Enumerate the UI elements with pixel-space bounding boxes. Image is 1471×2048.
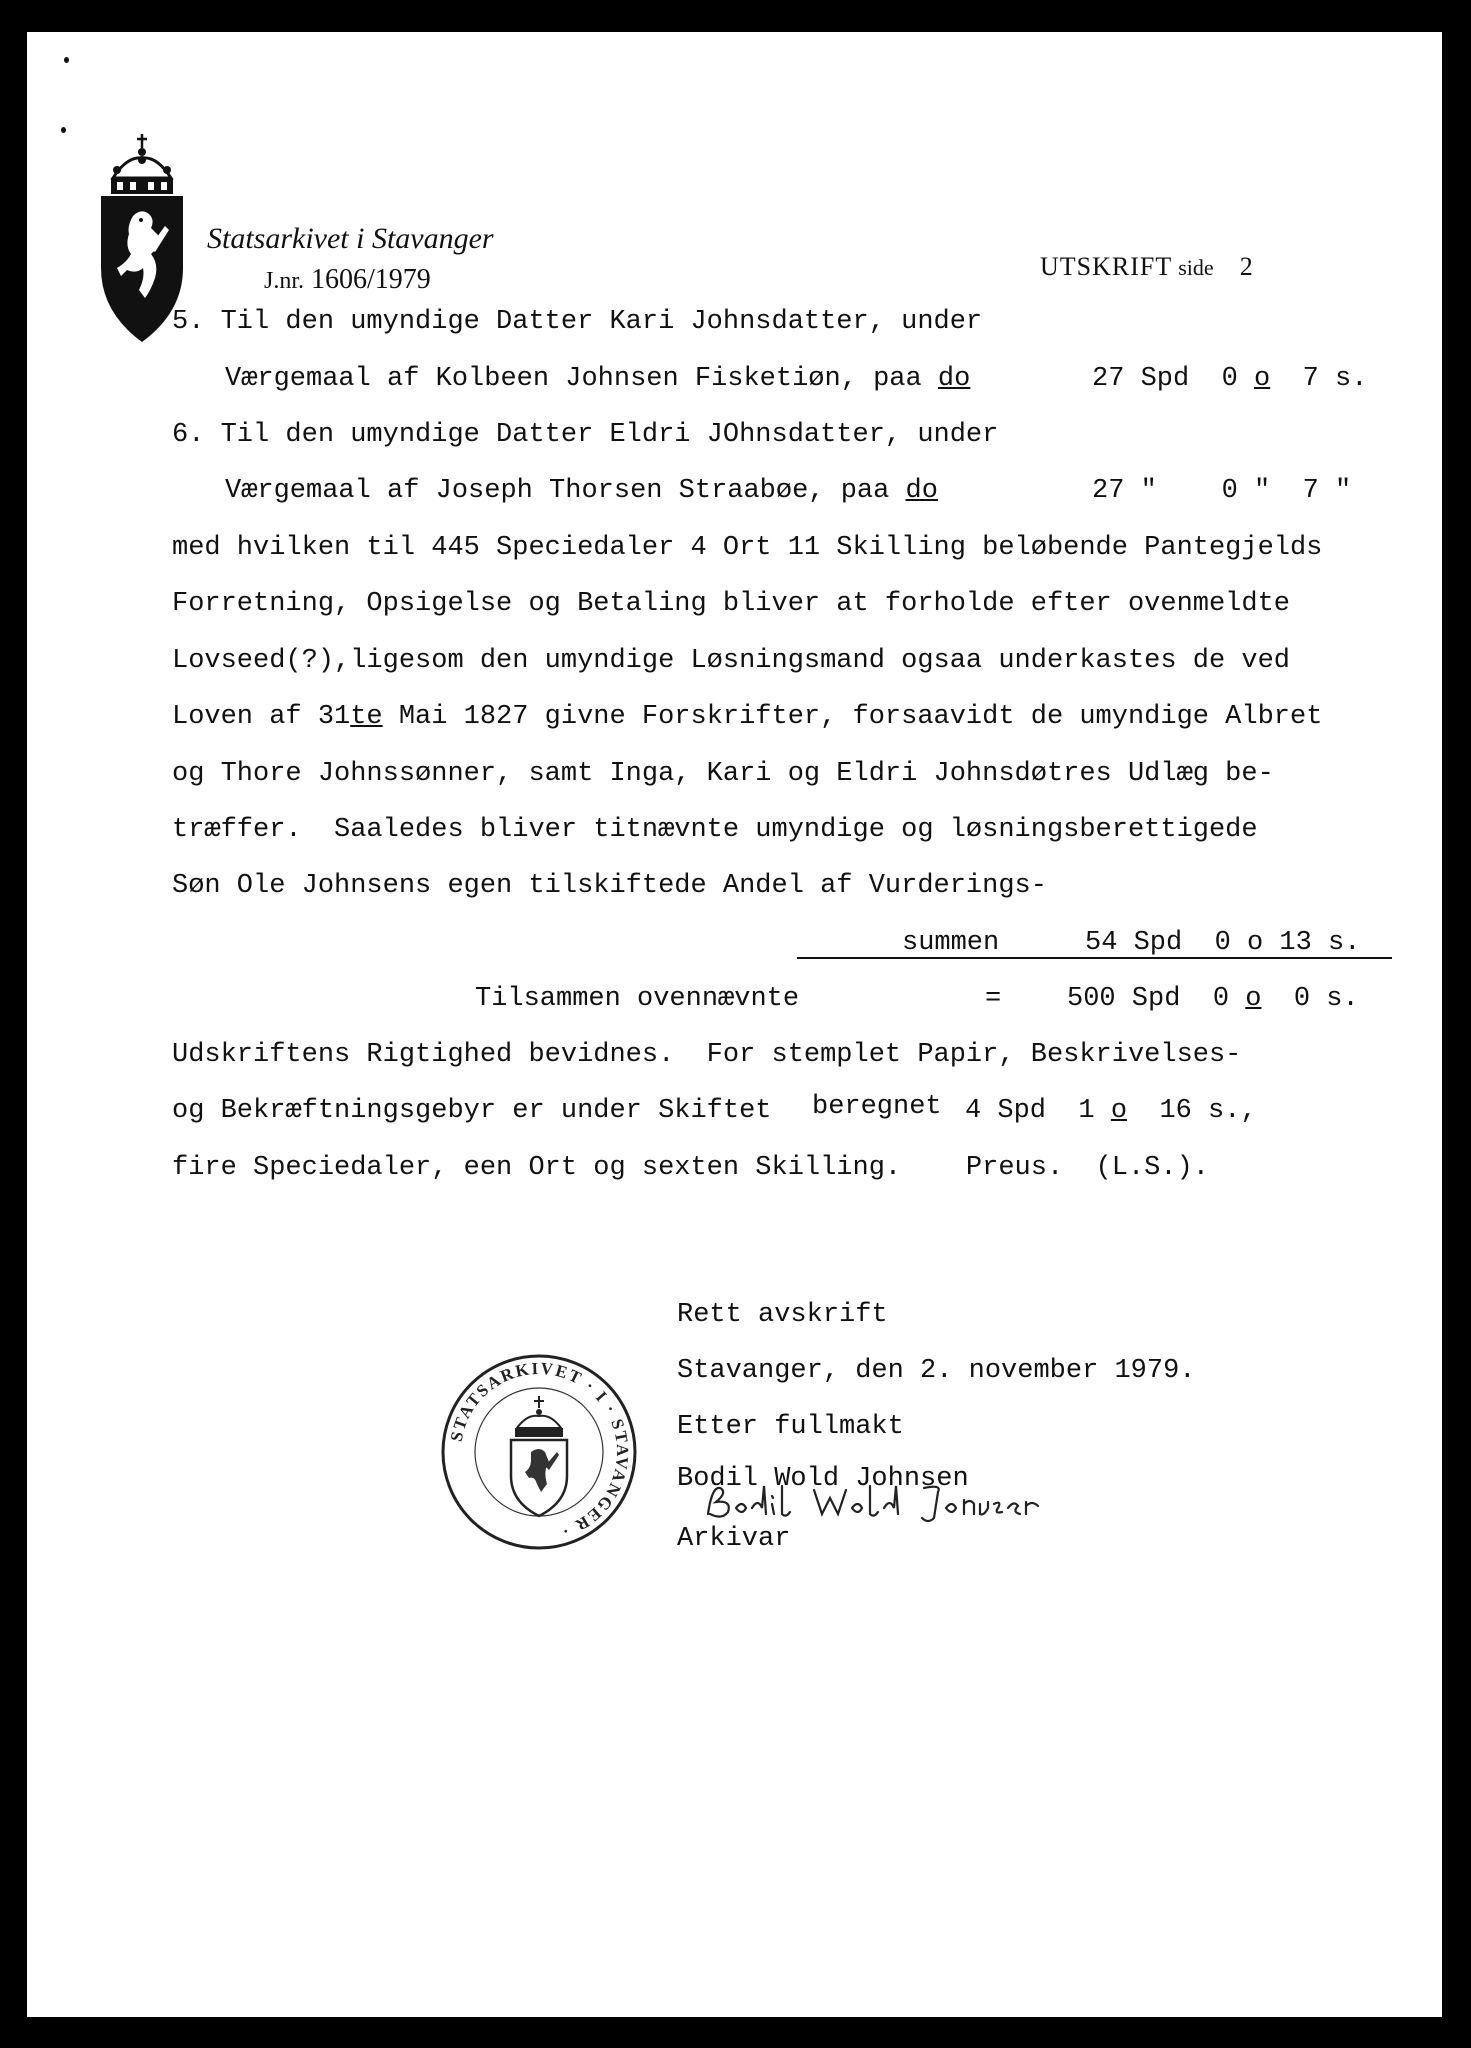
paragraph-line: Lovseed(?),ligesom den umyndige Løsningsmand ogsaa underkastes de ved xyxy=(172,646,1290,676)
official-seal-stamp xyxy=(439,1352,639,1552)
closing-line2-amount xyxy=(965,1094,1257,1128)
signatory-name: Bodil Wold Johnsen xyxy=(677,1464,969,1494)
punch-hole-dot xyxy=(61,127,66,133)
item5-amount xyxy=(1092,362,1367,396)
attestation-line2: Stavanger, den 2. november 1979. xyxy=(677,1356,1196,1386)
paragraph-line: med hvilken til 445 Speciedaler 4 Ort 11 Skilling beløbende Pantegjelds xyxy=(172,533,1323,563)
closing-line3: fire Speciedaler, een Ort og sexten Skilling. Preus. (L.S.). xyxy=(172,1153,1209,1183)
closing-amount-spd: 4 Spd xyxy=(965,1096,1047,1126)
heading-title: UTSKRIFT xyxy=(1040,252,1173,281)
closing-line1: Udskriftens Rigtighed bevidnes. For stemplet Papir, Beskrivelses- xyxy=(172,1040,1242,1070)
item6-line2 xyxy=(225,474,938,508)
journal-number: 1606/1979 xyxy=(311,264,431,295)
document-page xyxy=(27,32,1442,2017)
item5-text: Værgemaal af Kolbeen Johnsen Fisketiøn, paa xyxy=(225,364,922,394)
paragraph-line: og Thore Johnssønner, samt Inga, Kari og Eldri Johnsdøtres Udlæg be- xyxy=(172,759,1274,789)
paragraph-line xyxy=(172,700,1322,734)
para-line4-end: Mai 1827 givne Forskrifter, forsaavidt de umyndige Albret xyxy=(382,702,1323,732)
closing-ort-value: 1 xyxy=(1078,1096,1095,1126)
paragraph-line: træffer. Saaledes bliver titnævnte umyndige og løsningsberettigede xyxy=(172,815,1258,845)
handwritten-signature xyxy=(702,1478,1042,1528)
heading-side-label: side xyxy=(1178,255,1214,280)
attestation-line1: Rett avskrift xyxy=(677,1300,888,1330)
summen-amount: 54 Spd 0 o 13 s. xyxy=(1085,928,1361,958)
summen-label: summen xyxy=(902,928,1000,958)
total-amount-spd: 500 Spd xyxy=(1067,984,1181,1014)
item5-do: do xyxy=(937,364,971,394)
item5-line2 xyxy=(225,362,970,396)
item5-line1: 5. Til den umyndige Datter Kari Johnsdatter, under xyxy=(172,307,983,337)
item6-text: Værgemaal af Joseph Thorsen Straabøe, paa xyxy=(225,476,890,506)
closing-ort-sign: o xyxy=(1110,1096,1128,1126)
item5-ort-value: 0 xyxy=(1221,364,1238,394)
total-ort-sign: o xyxy=(1245,984,1262,1014)
item6-amount: 27 " 0 " 7 " xyxy=(1092,476,1352,506)
closing-beregnet: beregnet xyxy=(812,1092,942,1122)
page-heading xyxy=(1040,252,1254,282)
item6-line1: 6. Til den umyndige Datter Eldri JOhnsdatter, under xyxy=(172,420,999,450)
item6-do: do xyxy=(905,476,938,506)
svg-text:STATSARKIVET · I · STAVANGER ·: STATSARKIVET · I · STAVANGER · xyxy=(446,1358,633,1542)
total-equals: = xyxy=(985,984,1002,1014)
total-label: Tilsammen ovennævnte xyxy=(475,984,800,1014)
paragraph-line: Forretning, Opsigelse og Betaling bliver at forholde efter ovenmeldte xyxy=(172,589,1290,619)
signatory-title: Arkivar xyxy=(677,1524,791,1554)
item5-ort-sign: o xyxy=(1254,364,1271,394)
punch-hole-dot xyxy=(64,57,69,63)
closing-line2: og Bekræftningsgebyr er under Skiftet xyxy=(172,1096,772,1126)
total-ort-value: 0 xyxy=(1212,984,1230,1014)
archive-name: Statsarkivet i Stavanger xyxy=(207,222,494,255)
para-line4-te: te xyxy=(350,702,383,732)
page-number: 2 xyxy=(1239,252,1254,281)
journal-number-line xyxy=(264,264,431,296)
attestation-line3: Etter fullmakt xyxy=(677,1412,904,1442)
total-skilling: 0 s. xyxy=(1293,984,1359,1014)
closing-skilling: 16 s., xyxy=(1159,1096,1257,1126)
item5-amount-spd: 27 Spd xyxy=(1092,364,1190,394)
total-amount xyxy=(1067,982,1359,1016)
paragraph-line: Søn Ole Johnsens egen tilskiftede Andel af Vurderings- xyxy=(172,871,1047,901)
item5-skilling: 7 s. xyxy=(1302,364,1368,394)
para-line4-start: Loven af 31 xyxy=(172,702,351,732)
journal-label: J.nr. xyxy=(264,268,305,294)
